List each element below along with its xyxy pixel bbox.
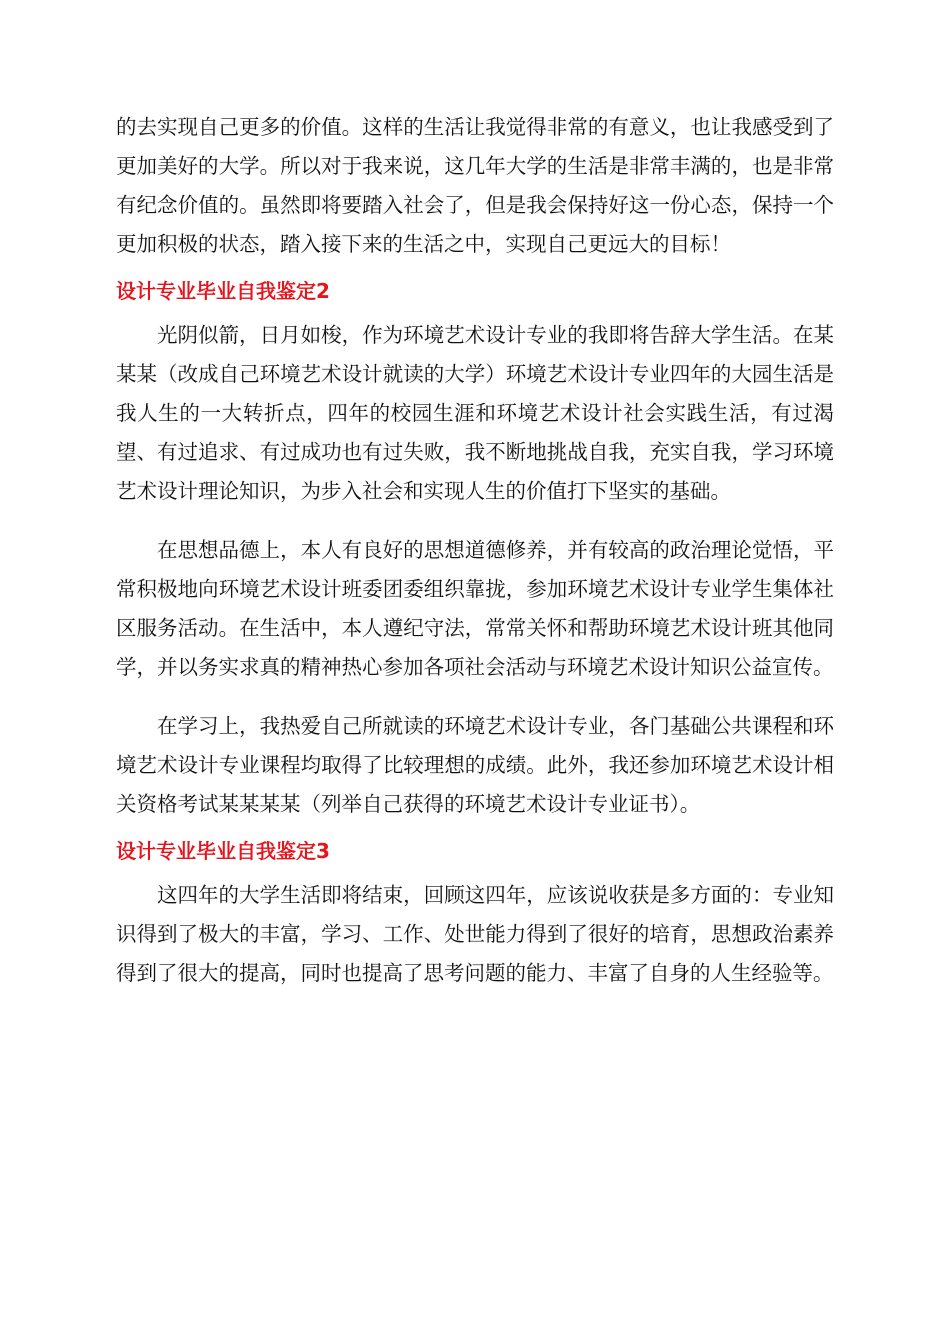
document-page: [116, 108, 834, 993]
intro-paragraph: 的去实现自己更多的价值。这样的生活让我觉得非常的有意义，也让我感受到了更加美好的大学。所以对于我来说，这几年大学的生活是非常丰满的，也是非常有纪念价值的。虽然即将要踏入社会了，但是我会保持好这一份心态，保持一个更加积极的状态，踏入接下来的生活之中，实现自己更远大的目标！: [116, 115, 834, 256]
section-2-paragraph-1: 光阴似箭，日月如梭，作为环境艺术设计专业的我即将告辞大学生活。在某某某（改成自己环境艺术设计就读的大学）环境艺术设计专业四年的大园生活是我人生的一大转折点，四年的校园生涯和环境艺术设计社会实践生活，有过渴望、有过追求、有过成功也有过失败，我不断地挑战自我，充实自我，学习环境艺术设计理论知识，为步入社会和实现人生的价值打下坚实的基础。: [116, 323, 834, 503]
section-2-heading: 设计专业毕业自我鉴定2: [116, 279, 330, 303]
section-2-paragraph-3: 在学习上，我热爱自己所就读的环境艺术设计专业，各门基础公共课程和环境艺术设计专业课程均取得了比较理想的成绩。此外，我还参加环境艺术设计相关资格考试某某某某（列举自己获得的环境艺术设计专业证书）。: [116, 714, 834, 816]
section-2-paragraph-2: 在思想品德上，本人有良好的思想道德修养，并有较高的政治理论觉悟，平常积极地向环境艺术设计班委团委组织靠拢，参加环境艺术设计专业学生集体社区服务活动。在生活中，本人遵纪守法，常常关怀和帮助环境艺术设计班其他同学，并以务实求真的精神热心参加各项社会活动与环境艺术设计知识公益宣传。: [116, 538, 834, 679]
section-3-paragraph-1: 这四年的大学生活即将结束，回顾这四年，应该说收获是多方面的：专业知识得到了极大的丰富，学习、工作、处世能力得到了很好的培育，思想政治素养得到了很大的提高，同时也提高了思考问题的能力、丰富了自身的人生经验等。: [116, 883, 834, 985]
section-3-heading: 设计专业毕业自我鉴定3: [116, 839, 330, 863]
